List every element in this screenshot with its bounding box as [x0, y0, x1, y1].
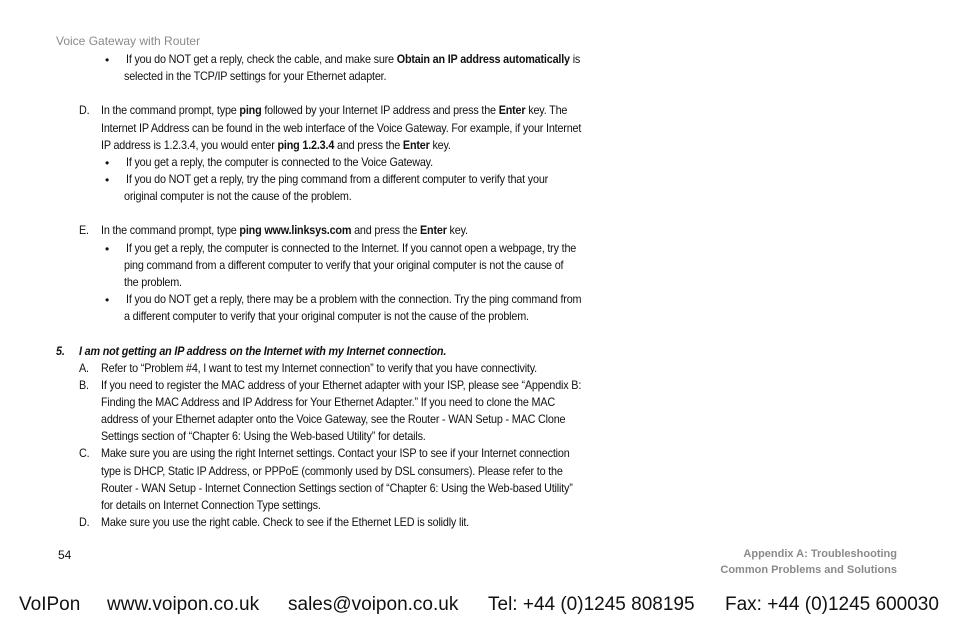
p5-b-marker: B.: [79, 378, 89, 392]
step-d-bullet2-line1: If you do NOT get a reply, try the ping command from a different computer to verify that your: [126, 172, 549, 186]
p5-d-marker: D.: [79, 515, 90, 529]
bullet-icon: •: [105, 242, 110, 256]
c-bullet2-line2: selected in the TCP/IP settings for your Ethernet adapter.: [124, 69, 387, 83]
p5-a-marker: A.: [79, 361, 89, 375]
step-d-marker: D.: [79, 103, 90, 117]
banner-website-link[interactable]: www.voipon.co.uk: [107, 594, 260, 615]
page-number: 54: [58, 548, 72, 562]
p5-b-line1: If you need to register the MAC address of your Ethernet adapter with your ISP, please see “Appendix B:: [101, 378, 582, 392]
step-d-bullet2-line2: original computer is not the cause of the problem.: [124, 189, 352, 203]
footer-section-title: Appendix A: Troubleshooting: [743, 548, 897, 560]
p5-c-line3: Router - WAN Setup - Internet Connection Settings section of “Chapter 6: Using the Web-based Utility”: [101, 481, 573, 495]
p5-a-line1: Refer to “Problem #4, I want to test my Internet connection” to verify that you have connectivity.: [101, 361, 537, 375]
step-d-line1: In the command prompt, type ping followed by your Internet IP address and press the Enter key. The: [101, 103, 568, 117]
banner-telephone: Tel: +44 (0)1245 808195: [488, 594, 695, 615]
step-d-bullet1: If you get a reply, the computer is connected to the Voice Gateway.: [126, 155, 433, 169]
bullet-icon: •: [105, 173, 110, 187]
step-d-line3: IP address is 1.2.3.4, you would enter ping 1.2.3.4 and press the Enter key.: [101, 138, 451, 152]
banner-company-name: VoIPon: [19, 594, 81, 615]
footer-subsection-title: Common Problems and Solutions: [720, 564, 897, 576]
step-e-marker: E.: [79, 223, 89, 237]
c-bullet2-line1: If you do NOT get a reply, check the cable, and make sure Obtain an IP address automatically is: [126, 52, 581, 66]
bullet-icon: •: [105, 53, 110, 67]
p5-d-line1: Make sure you use the right cable. Check to see if the Ethernet LED is solidly lit.: [101, 515, 470, 529]
step-e-bullet2-line2: a different computer to verify that your original computer is not the cause of the problem.: [124, 309, 529, 323]
p5-c-line4: for details on Internet Connection Type settings.: [101, 498, 321, 512]
step-d-line2: Internet IP Address can be found in the web interface of the Voice Gateway. For example, if your Internet: [101, 121, 582, 135]
p5-b-line4: Settings section of “Chapter 6: Using the Web-based Utility” for details.: [101, 429, 426, 443]
problem-5-number: 5.: [56, 344, 65, 358]
p5-b-line3: address of your Ethernet adapter onto the Voice Gateway, see the Router - WAN Setup - MAC Clone: [101, 412, 566, 426]
bullet-icon: •: [105, 156, 110, 170]
bullet-icon: •: [105, 293, 110, 307]
step-e-line1: In the command prompt, type ping www.linksys.com and press the Enter key.: [101, 223, 468, 237]
p5-c-line1: Make sure you are using the right Internet settings. Contact your ISP to see if your Internet connection: [101, 446, 570, 460]
problem-5-title: I am not getting an IP address on the Internet with my Internet connection.: [79, 344, 447, 358]
step-e-bullet2-line1: If you do NOT get a reply, there may be a problem with the connection. Try the ping command from: [126, 292, 582, 306]
p5-c-marker: C.: [79, 446, 90, 460]
p5-c-line2: type is DHCP, Static IP Address, or PPPoE (commonly used by DSL consumers). Please refer to the: [101, 464, 563, 478]
banner-email-link[interactable]: sales@voipon.co.uk: [288, 594, 459, 615]
step-e-bullet1-line1: If you get a reply, the computer is connected to the Internet. If you cannot open a webpage, try the: [126, 241, 577, 255]
step-e-bullet1-line2: ping command from a different computer to verify that your original computer is not the cause of: [124, 258, 564, 272]
banner-fax: Fax: +44 (0)1245 600030: [725, 594, 939, 615]
p5-b-line2: Finding the MAC Address and IP Address for Your Ethernet Adapter.” If you need to clone the MAC: [101, 395, 555, 409]
step-e-bullet1-line3: the problem.: [124, 275, 182, 289]
running-header: Voice Gateway with Router: [56, 34, 201, 48]
